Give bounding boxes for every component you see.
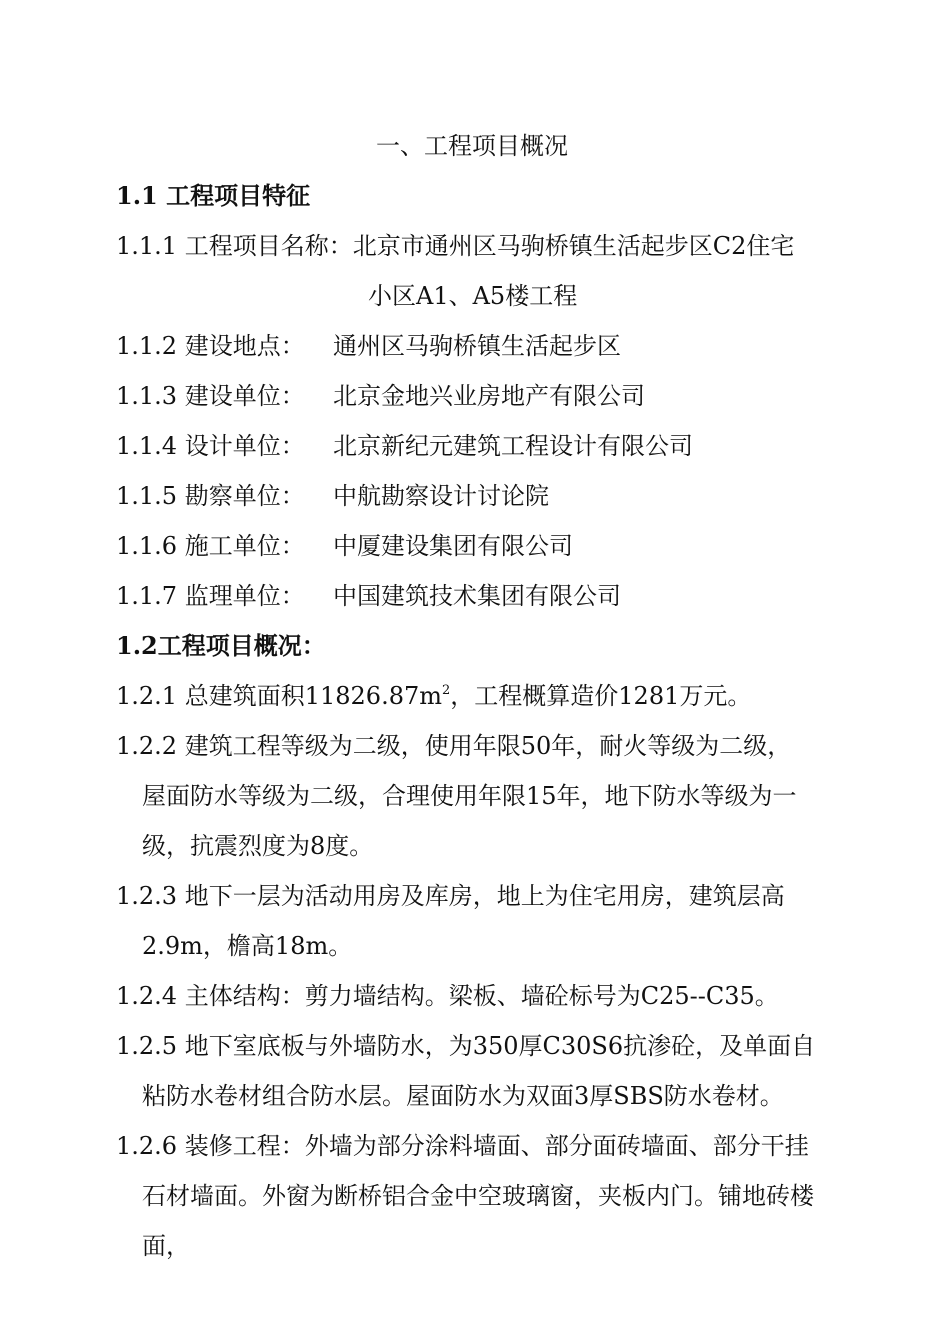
paragraph-1-2-3 — [116, 880, 785, 912]
document-title: 一、工程项目概况 — [376, 132, 568, 160]
item-number: 1.2.4 — [116, 982, 178, 1010]
item-number: 1.1.6 — [116, 532, 178, 560]
item-value: 中航勘察设计讨论院 — [333, 482, 549, 510]
item-value: 北京市通州区马驹桥镇生活起步区C2住宅 — [352, 232, 795, 260]
item-number: 1.2.5 — [116, 1032, 178, 1060]
paragraph-1-2-1 — [116, 680, 751, 717]
paragraph-1-2-5 — [116, 1030, 815, 1062]
item-number: 1.1.5 — [116, 482, 178, 510]
item-label: 工程项目名称： — [184, 232, 353, 260]
section-heading-1-2: 1.2工程项目概况： — [116, 631, 326, 660]
item-label: 建设地点： — [184, 332, 305, 360]
item-value: 北京金地兴业房地产有限公司 — [333, 382, 645, 410]
item-1-1-6 — [116, 530, 305, 562]
item-1-1-4 — [116, 430, 305, 462]
item-label: 设计单位： — [184, 432, 305, 460]
paragraph-1-2-6 — [116, 1130, 809, 1162]
item-label: 监理单位： — [184, 582, 305, 610]
paragraph-line: 屋面防水等级为二级，合理使用年限15年，地下防水等级为一 — [142, 782, 797, 810]
item-label: 建设单位： — [184, 382, 305, 410]
item-value: 中国建筑技术集团有限公司 — [333, 582, 621, 610]
item-1-1-1 — [116, 230, 794, 262]
paragraph-text: 建筑工程等级为二级，使用年限50年，耐火等级为二级， — [184, 732, 792, 760]
item-number: 1.2.1 — [116, 682, 178, 710]
item-number: 1.1.3 — [116, 382, 178, 410]
item-label: 施工单位： — [184, 532, 305, 560]
item-number: 1.1.7 — [116, 582, 178, 610]
section-heading-1-1: 1.1 工程项目特征 — [116, 181, 311, 210]
item-1-1-3 — [116, 380, 305, 412]
item-1-1-2 — [116, 330, 305, 362]
paragraph-line: 面， — [142, 1232, 190, 1260]
item-value: 北京新纪元建筑工程设计有限公司 — [333, 432, 693, 460]
paragraph-1-2-4 — [116, 980, 779, 1012]
item-number: 1.2.2 — [116, 732, 178, 760]
paragraph-line: 石材墙面。外窗为断桥铝合金中空玻璃窗，夹板内门。铺地砖楼 — [142, 1182, 814, 1210]
item-number: 1.2.6 — [116, 1132, 178, 1160]
paragraph-line: 级，抗震烈度为8度。 — [142, 832, 374, 860]
item-1-1-5 — [116, 480, 305, 512]
item-number: 1.1.1 — [116, 232, 178, 260]
paragraph-line: 粘防水卷材组合防水层。屋面防水为双面3厚SBS防水卷材。 — [142, 1082, 784, 1110]
item-value: 通州区马驹桥镇生活起步区 — [333, 332, 621, 360]
paragraph-text: 地下室底板与外墙防水，为350厚C30S6抗渗砼，及单面自 — [184, 1032, 816, 1060]
paragraph-text: 总建筑面积11826.87m — [184, 682, 442, 710]
paragraph-text: 装修工程：外墙为部分涂料墙面、部分面砖墙面、部分干挂 — [184, 1132, 809, 1160]
superscript: 2 — [442, 683, 451, 698]
item-value: 中厦建设集团有限公司 — [333, 532, 573, 560]
paragraph-text: ，工程概算造价1281万元。 — [450, 682, 752, 710]
item-label: 勘察单位： — [184, 482, 305, 510]
item-number: 1.1.4 — [116, 432, 178, 460]
paragraph-line: 2.9m，檐高18m。 — [142, 932, 353, 960]
item-number: 1.1.2 — [116, 332, 178, 360]
paragraph-1-2-2 — [116, 730, 791, 762]
item-number: 1.2.3 — [116, 882, 178, 910]
paragraph-text: 地下一层为活动用房及库房，地上为住宅用房，建筑层高 — [184, 882, 785, 910]
item-1-1-1-continued: 小区A1、A5楼工程 — [368, 282, 578, 310]
item-1-1-7 — [116, 580, 305, 612]
paragraph-text: 主体结构：剪力墙结构。梁板、墙砼标号为C25--C35。 — [184, 982, 779, 1010]
